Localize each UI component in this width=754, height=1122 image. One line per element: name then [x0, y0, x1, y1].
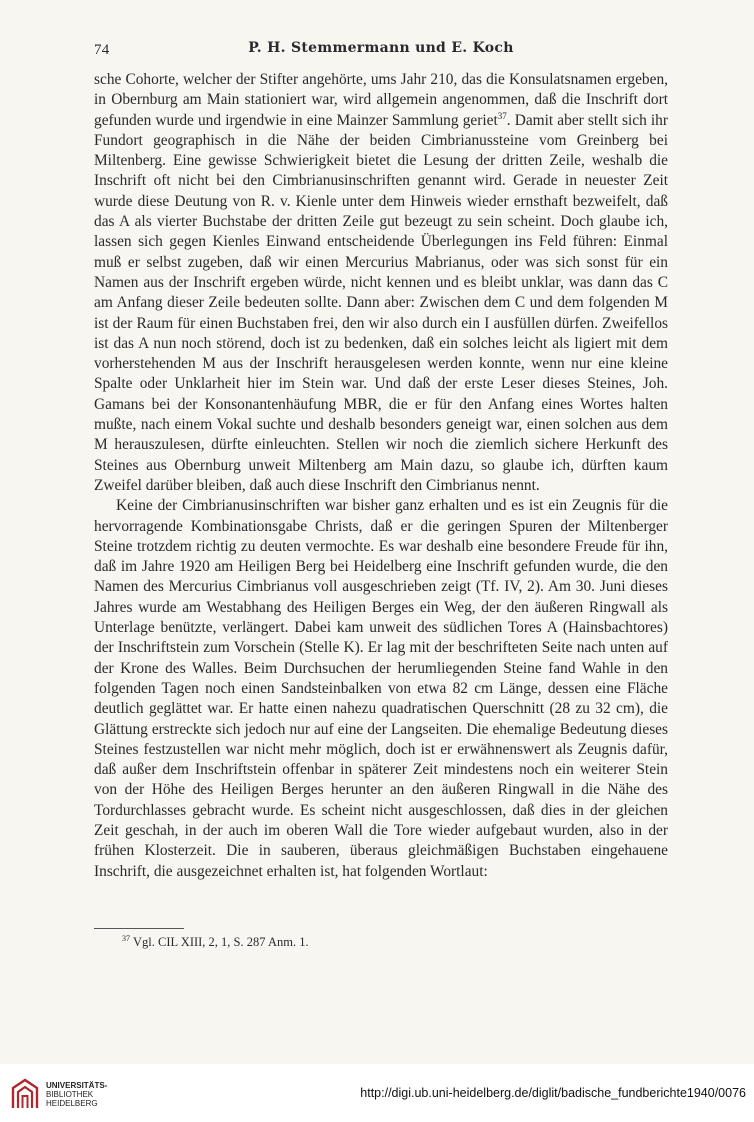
paragraph-1	[94, 70, 668, 496]
paragraph-1-part-a: sche Cohorte, welcher der Stifter angehörte, ums Jahr 210, das die Konsulatsnamen ergeben, in Obernburg am Main stationiert war, wird allgemein angenommen, daß die Inschrift dort gefunden wurde und irgendwie in eine Mainzer Sammlung geriet	[94, 71, 668, 129]
library-name	[46, 1081, 107, 1108]
permalink-url[interactable]: http://digi.ub.uni-heidelberg.de/diglit/badische_fundberichte1940/0076	[360, 1086, 746, 1100]
page-header	[94, 40, 668, 62]
running-head: P. H. Stemmermann und E. Koch	[248, 40, 514, 56]
footnote-divider	[94, 928, 184, 929]
footnote-reference: 37	[497, 110, 507, 121]
paragraph-2: Keine der Cimbrianusinschriften war bisher ganz erhalten und es ist ein Zeugnis für die hervorragende Kombinationsgabe Christs, daß er die geringen Spuren der Miltenberger Steine trotzdem richtig zu deuten vermochte. Es war deshalb eine besondere Freude für ihn, daß im Jahre 1920 am Heiligen Berg bei Heidelberg eine Inschrift gefunden wurde, die den Namen des Mercurius Cimbrianus voll ausgeschrieben zeigt (Tf. IV, 2). Am 30. Juni dieses Jahres wurde am Westabhang des Heiligen Berges ein Weg, der den äußeren Ringwall als Unterlage benützte, verlängert. Dabei kam unweit des südlichen Tores A (Hainsbachtores) der Inschriftstein zum Vorschein (Stelle K). Er lag mit der beschrifteten Seite nach unten auf der Krone des Walles. Beim Durchsuchen der herumliegenden Steine fand Wahle in den folgenden Tagen noch einen Sandsteinbalken von etwa 82 cm Länge, dessen eine Fläche deutlich geglättet war. Er hatte einen nahezu quadratischen Querschnitt (28 zu 32 cm), die Glättung erstreckte sich jedoch nur auf eine der Langseiten. Die ehemalige Bedeutung dieses Steines festzustellen war nicht mehr möglich, doch ist er erwähnenswert als Zeugnis dafür, daß außer dem Inschriftstein offenbar in späterer Zeit mindestens noch ein weiterer Stein von der Höhe des Heiligen Berges herunter an den äußeren Ringwall in die Nähe des Tordurchlasses gebracht wurde. Es scheint nicht ausgeschlossen, daß dies in der gleichen Zeit geschah, in der auch im oberen Wall die Tore wieder aufgebaut wurden, also in der frühen Klosterzeit. Die in sauberen, überaus gleichmäßigen Buchstaben eingehauene Inschrift, die ausgezeichnet erhalten ist, hat folgenden Wortlaut:	[94, 497, 668, 880]
footnote-number: 37	[122, 933, 130, 943]
library-name-line-2: BIBLIOTHEK	[46, 1090, 94, 1099]
page-number: 74	[94, 42, 110, 58]
footnote	[122, 934, 662, 950]
library-name-line-3: HEIDELBERG	[46, 1099, 98, 1108]
footnote-text: Vgl. CIL XIII, 2, 1, S. 287 Anm. 1.	[133, 935, 309, 949]
body-text	[94, 70, 668, 882]
paragraph-1-part-b: . Damit aber stellt sich ihr Fundort geographisch in die Nähe der beiden Cimbrianussteine vom Greinberg bei Miltenberg. Eine gewisse Schwierigkeit bietet die Lesung der dritten Zeile, weshalb die Inschrift oft nicht bei den Cimbrianusinschriften genannt wird. Gerade in neuester Zeit wurde diese Deutung von R. v. Kienle unter dem Hinweis wieder ernsthaft bezweifelt, daß das A als vierter Buchstabe der dritten Zeile gut bezeugt zu sein scheint. Doch glaube ich, lassen sich gegen Kienles Einwand entscheidende Überlegungen ins Feld führen: Einmal muß er selbst zugeben, daß wir einen Mercurius Mabrianus, oder was sich sonst für ein Namen aus der Inschrift ergeben würde, nicht kennen und es bleibt unklar, was dann das C am Anfang dieser Zeile bedeuten sollte. Dann aber: Zwischen dem C und dem folgenden M ist der Raum für einen Buchstaben frei, den wir also durch ein I ausfüllen dürfen. Zweifellos ist das A nun noch störend, doch ist zu bedenken, daß ein solches leicht als ligiert mit dem vorherstehenden M aus der Inschrift herausgelesen werden konnte, wenn nur eine kleine Spalte oder Unklarheit hier im Stein war. Und daß der erste Leser dieses Steines, Joh. Gamans bei der Konsonantenhäufung MBR, die er für den Anfang eines Wortes halten mußte, nach einem Vokal suchte und deshalb besonders geneigt war, einen solchen aus dem M herauszulesen, dürfte einleuchten. Stellen wir noch die ziemlich sichere Herkunft des Steines aus Obernburg unweit Miltenberg am Main dazu, so glaube ich, dürften kaum Zweifel darüber bleiben, daß auch diese Inschrift den Cimbrianus nennt.	[94, 111, 668, 494]
library-name-line-1: UNIVERSITÄTS-	[46, 1081, 108, 1090]
viewer-footer	[0, 1064, 754, 1122]
university-library-logo-icon	[10, 1078, 40, 1110]
